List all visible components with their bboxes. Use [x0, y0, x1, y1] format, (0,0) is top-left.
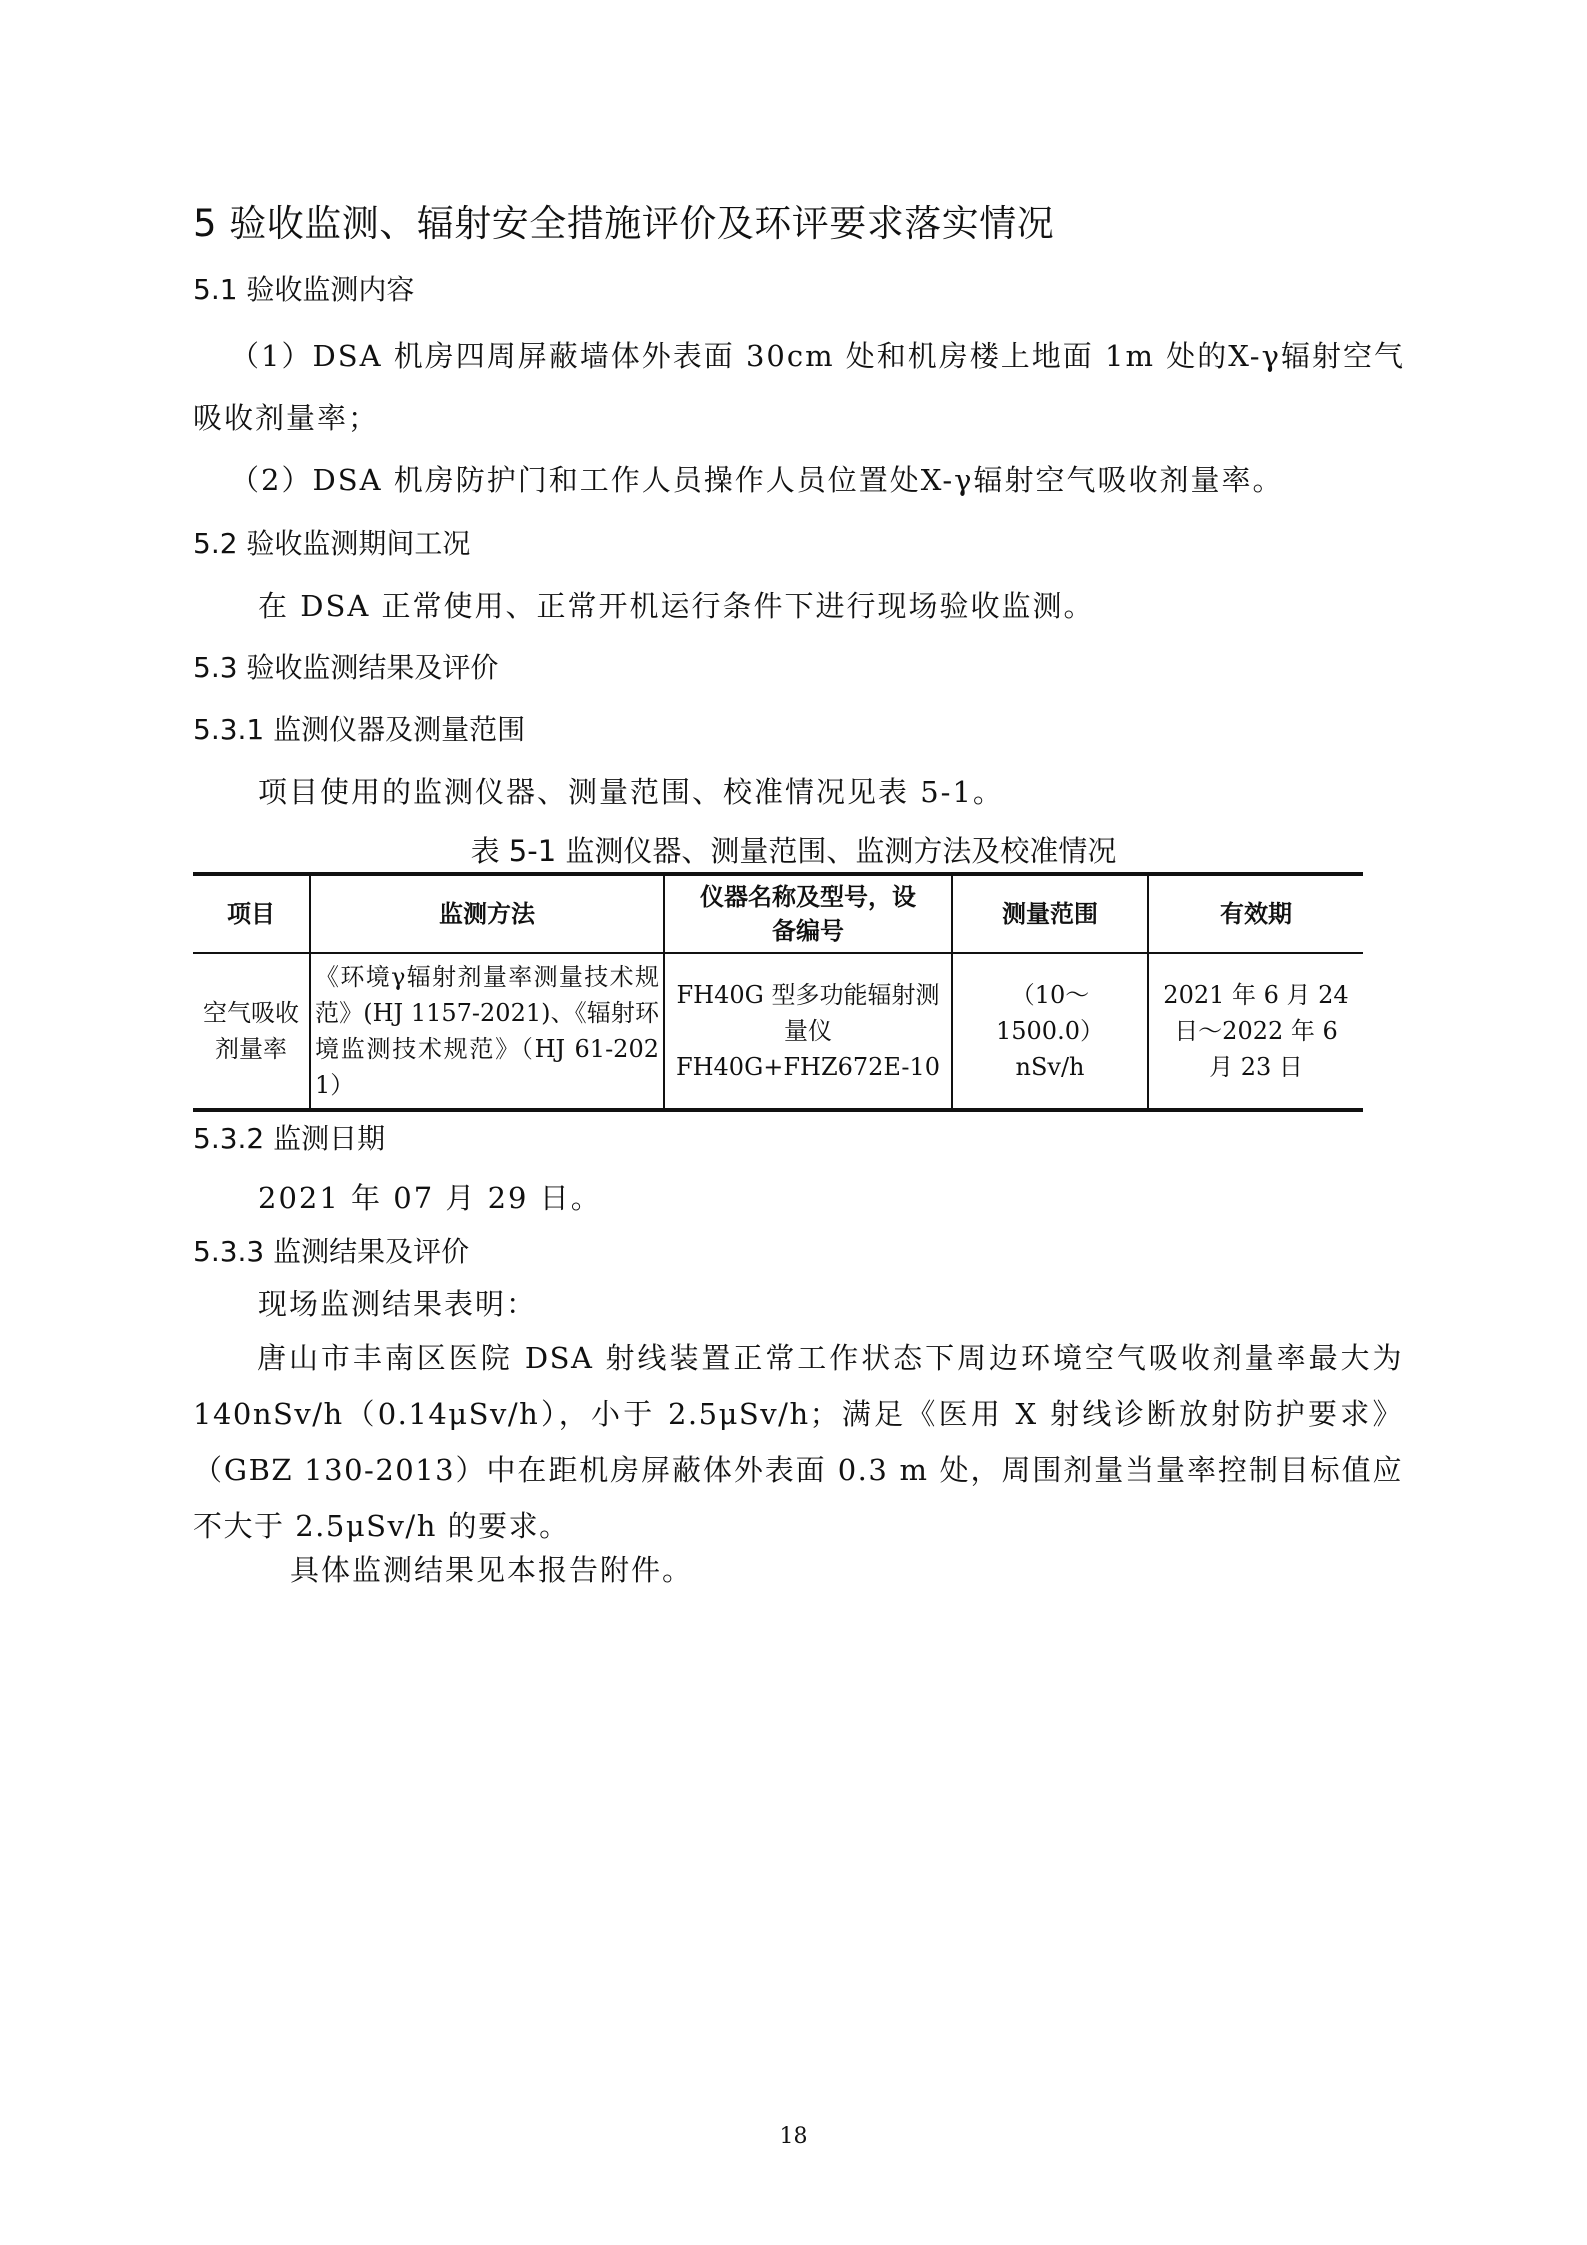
page-number: 18 [779, 2124, 808, 2149]
header-item: 项目 [193, 874, 310, 953]
cell-method: 《环境γ辐射剂量率测量技术规范》(HJ 1157-2021)、《辐射环境监测技术规范》（HJ 61-2021） [310, 953, 664, 1110]
section-5-1-title: 5.1 验收监测内容 [193, 273, 415, 306]
chapter-heading: 5 验收监测、辐射安全措施评价及环评要求落实情况 [193, 202, 1055, 245]
header-instrument: 仪器名称及型号，设备编号 [664, 874, 952, 953]
header-range: 测量范围 [952, 874, 1148, 953]
section-5-2-text: 在 DSA 正常使用、正常开机运行条件下进行现场验收监测。 [258, 589, 1095, 623]
cell-range: （10～1500.0）nSv/h [952, 953, 1148, 1110]
section-5-2-title: 5.2 验收监测期间工况 [193, 527, 471, 560]
section-5-3-2-title: 5.3.2 监测日期 [193, 1122, 386, 1155]
cell-item: 空气吸收剂量率 [193, 953, 310, 1110]
section-5-3-1-title: 5.3.1 监测仪器及测量范围 [193, 713, 526, 746]
cell-instrument: FH40G 型多功能辐射测量仪 FH40G+FHZ672E-10 [664, 953, 952, 1110]
item-2: （2）DSA 机房防护门和工作人员操作人员位置处X-γ辐射空气吸收剂量率。 [230, 463, 1284, 497]
results-paragraph: 唐山市丰南区医院 DSA 射线装置正常工作状态下周边环境空气吸收剂量率最大为 140nSv/h（0.14μSv/h），小于 2.5μSv/h；满足《医用 X 射线诊断放射防护要求》（GBZ 130-2013）中在距机房屏蔽体外表面 0.3 m 处，周围剂量当量率控制目标值应不大于 2.5μSv/h 的要求。 [193, 1341, 1403, 1543]
monitoring-instrument-table [193, 872, 1363, 1112]
header-validity: 有效期 [1148, 874, 1363, 953]
cell-validity: 2021 年 6 月 24 日～2022 年 6 月 23 日 [1148, 953, 1363, 1110]
header-method: 监测方法 [310, 874, 664, 953]
results-closing: 具体监测结果见本报告附件。 [290, 1553, 694, 1587]
section-5-3-1-text: 项目使用的监测仪器、测量范围、校准情况见表 5-1。 [258, 775, 1004, 809]
section-5-3-title: 5.3 验收监测结果及评价 [193, 651, 499, 684]
table-header-row [193, 874, 1363, 953]
table-row [193, 953, 1363, 1110]
item-1-line-1: （1）DSA 机房四周屏蔽墙体外表面 30cm 处和机房楼上地面 1m 处的X-γ辐射空气 [230, 339, 1405, 373]
section-5-3-2-text: 2021 年 07 月 29 日。 [258, 1181, 602, 1215]
section-5-3-3-title: 5.3.3 监测结果及评价 [193, 1235, 470, 1268]
results-intro: 现场监测结果表明： [258, 1287, 538, 1321]
item-1-line-2: 吸收剂量率； [193, 401, 380, 435]
table-caption: 表 5-1 监测仪器、测量范围、监测方法及校准情况 [470, 834, 1117, 868]
